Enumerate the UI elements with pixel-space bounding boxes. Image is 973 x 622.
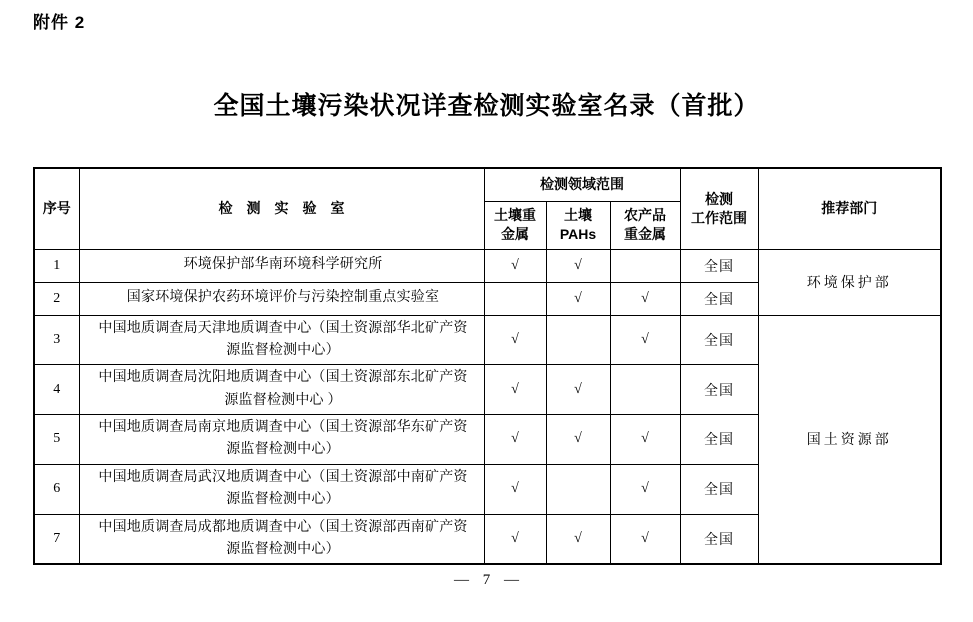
- agri-heavy-metal-check: √: [610, 282, 680, 315]
- soil-heavy-metal-check: √: [484, 464, 546, 514]
- header-agri-heavy-metal: [610, 201, 680, 249]
- header-soil-pahs-line1: 土壤: [564, 207, 592, 224]
- soil-pahs-check: √: [546, 249, 610, 282]
- lab-name: 中国地质调查局成都地质调查中心（国土资源部西南矿产资源监督检测中心）: [79, 514, 484, 564]
- soil-heavy-metal-check: √: [484, 249, 546, 282]
- work-scope: 全国: [680, 365, 758, 415]
- header-soil-pahs: [546, 201, 610, 249]
- agri-heavy-metal-check: [610, 365, 680, 415]
- row-index: 7: [34, 514, 79, 564]
- work-scope: 全国: [680, 514, 758, 564]
- header-work-scope-line2: 工作范围: [691, 209, 748, 226]
- soil-heavy-metal-check: √: [484, 315, 546, 365]
- table-header: [34, 168, 941, 249]
- row-index: 2: [34, 282, 79, 315]
- lab-name: 中国地质调查局沈阳地质调查中心（国土资源部东北矿产资源监督检测中心 ）: [79, 365, 484, 415]
- page-number: — 7 —: [454, 572, 519, 588]
- row-index: 1: [34, 249, 79, 282]
- agri-heavy-metal-check: √: [610, 464, 680, 514]
- row-index: 6: [34, 464, 79, 514]
- soil-pahs-check: √: [546, 514, 610, 564]
- agri-heavy-metal-check: √: [610, 415, 680, 465]
- header-work-scope-line1: 检测: [705, 190, 734, 207]
- header-soil-heavy-metal-line2: 金属: [501, 226, 529, 242]
- agri-heavy-metal-check: √: [610, 315, 680, 365]
- recommender-dept: 国土资源部: [758, 315, 941, 564]
- table-row: [34, 249, 941, 282]
- soil-heavy-metal-check: [484, 282, 546, 315]
- lab-name: 国家环境保护农药环境评价与污染控制重点实验室: [79, 282, 484, 315]
- soil-heavy-metal-check: √: [484, 365, 546, 415]
- table-body: [34, 249, 941, 564]
- soil-pahs-check: [546, 464, 610, 514]
- work-scope: 全国: [680, 415, 758, 465]
- page-title: 全国土壤污染状况详查检测实验室名录（首批）: [213, 92, 760, 120]
- row-index: 4: [34, 365, 79, 415]
- agri-heavy-metal-check: √: [610, 514, 680, 564]
- soil-pahs-check: √: [546, 282, 610, 315]
- attachment-label: 附件 2: [33, 13, 86, 32]
- work-scope: 全国: [680, 282, 758, 315]
- laboratory-table: [33, 167, 942, 565]
- header-soil-heavy-metal: [484, 201, 546, 249]
- header-agri-heavy-metal-line1: 农产品: [624, 207, 666, 224]
- header-work-scope: [680, 168, 758, 249]
- header-recommender: 推荐部门: [758, 168, 941, 249]
- soil-pahs-check: √: [546, 365, 610, 415]
- header-soil-pahs-line2: PAHs: [559, 226, 597, 242]
- header-domain-group: 检测领域范围: [484, 168, 680, 201]
- row-index: 3: [34, 315, 79, 365]
- soil-heavy-metal-check: √: [484, 514, 546, 564]
- lab-name: 中国地质调查局南京地质调查中心（国土资源部华东矿产资源监督检测中心）: [79, 415, 484, 465]
- header-agri-heavy-metal-line2: 重金属: [624, 226, 666, 242]
- header-laboratory: 检 测 实 验 室: [79, 168, 484, 249]
- table-row: [34, 315, 941, 365]
- work-scope: 全国: [680, 464, 758, 514]
- lab-name: 环境保护部华南环境科学研究所: [79, 249, 484, 282]
- lab-name: 中国地质调查局武汉地质调查中心（国土资源部中南矿产资源监督检测中心）: [79, 464, 484, 514]
- soil-pahs-check: √: [546, 415, 610, 465]
- header-soil-heavy-metal-line1: 土壤重: [494, 207, 536, 224]
- agri-heavy-metal-check: [610, 249, 680, 282]
- row-index: 5: [34, 415, 79, 465]
- work-scope: 全国: [680, 249, 758, 282]
- soil-pahs-check: [546, 315, 610, 365]
- soil-heavy-metal-check: √: [484, 415, 546, 465]
- recommender-dept: 环境保护部: [758, 249, 941, 315]
- header-index: 序号: [34, 168, 79, 249]
- work-scope: 全国: [680, 315, 758, 365]
- lab-name: 中国地质调查局天津地质调查中心（国土资源部华北矿产资源监督检测中心）: [79, 315, 484, 365]
